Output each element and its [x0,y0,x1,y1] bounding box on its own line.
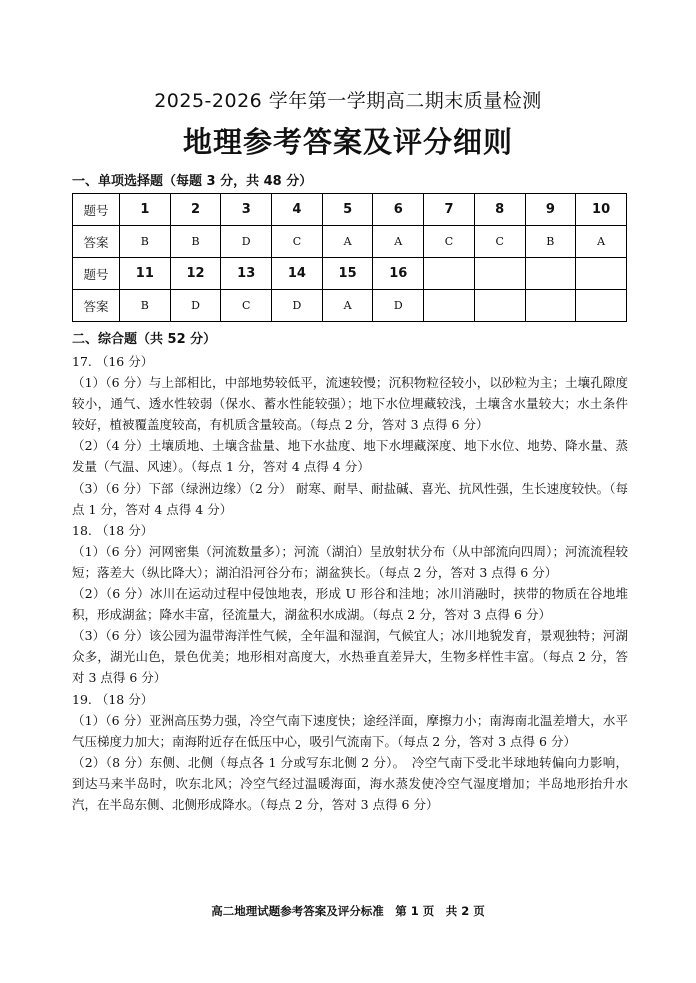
answer-paragraph: （1）（6 分）亚洲高压势力强，冷空气南下速度快；途经洋面，摩擦力小；南海南北温差增大，水平气压梯度力加大；南海附近存在低压中心，吸引气流南下。（每点 2 分，答对 3 点得 6 分） [72,712,628,749]
question-heading: 19. （18 分） [72,691,154,707]
table-row-numbers [73,258,627,290]
exam-title: 2025-2026 学年第一学期高二期末质量检测 [154,90,542,112]
question-heading: 17. （16 分） [72,354,154,369]
row-label-answer: 答案 [73,226,120,258]
answer-paragraph: （2）（6 分）冰川在运动过程中侵蚀地表，形成 U 形谷和洼地；冰川消融时，挟带的物质在谷地堆积，形成湖盆；降水丰富，径流量大，湖盆积水成湖。（每点 2 分，答对 3 点得 6 分） [72,586,628,623]
answer-cell: A [373,226,424,258]
answer-paragraph: （1）（6 分）河网密集（河流数量多）；河流（湖泊）呈放射状分布（从中部流向四周）；河流流程较短；落差大（纵比降大）；湖泊沿河谷分布；湖盆狭长。（每点 2 分，答对 3 点得 6 分） [72,543,628,580]
question-number-cell [474,258,525,290]
row-label-number: 题号 [73,258,120,290]
question-number-cell: 7 [424,194,475,226]
question-number-cell: 15 [322,258,373,290]
answer-paragraph: （3）（6 分）下部（绿洲边缘）（2 分） 耐寒、耐旱、耐盐碱、喜光、抗风性强，生长速度较快。（每点 1 分，答对 4 点得 4 分） [72,480,628,517]
table-row-numbers [73,194,627,226]
question-number-cell [576,258,627,290]
row-label-number: 题号 [73,194,120,226]
answer-cell: D [373,290,424,322]
answer-cell [474,290,525,322]
answer-cell: D [170,290,221,322]
question-number-cell: 3 [221,194,272,226]
answer-table [72,193,627,322]
table-row-answers [73,226,627,258]
question-number-cell: 6 [373,194,424,226]
answer-cell: D [221,226,272,258]
answer-paragraph: （2）（4 分）土壤质地、土壤含盐量、地下水盐度、地下水埋藏深度、地下水位、地势、降水量、蒸发量（气温、风速）。（每点 1 分，答对 4 点得 4 分） [72,438,628,475]
answer-cell: A [322,290,373,322]
page-title: 地理参考答案及评分细则 [182,125,513,159]
question-number-cell: 13 [221,258,272,290]
answer-paragraph: （3）（6 分）该公园为温带海洋性气候，全年温和湿润，气候宜人；冰川地貌发育，景观独特；河湖众多，湖光山色，景色优美；地形相对高度大，水热垂直差异大，生物多样性丰富。（每点 2 分，答对 3 点得 6 分） [72,628,628,686]
answer-cell: C [474,226,525,258]
question-number-cell [424,258,475,290]
question-number-cell: 10 [576,194,627,226]
question-number-cell: 9 [525,194,576,226]
answer-cell: C [424,226,475,258]
answer-cell [424,290,475,322]
question-number-cell: 2 [170,194,221,226]
page-footer: 高二地理试题参考答案及评分标准 第 1 页 共 2 页 [211,904,485,918]
question-number-cell: 11 [120,258,171,290]
question-number-cell: 14 [272,258,323,290]
section-heading-comprehensive: 二、综合题（共 52 分） [72,332,217,347]
answer-cell: B [120,226,171,258]
answer-cell [525,290,576,322]
question-number-cell: 8 [474,194,525,226]
answer-paragraph: （1）（6 分）与上部相比，中部地势较低平，流速较慢；沉积物粒径较小，以砂粒为主；土壤孔隙度较小，通气、透水性较弱（保水、蓄水性能较强）；地下水位埋藏较浅，土壤含水量较大；水土条件较好，植被覆盖度较高，有机质含量较高。（每点 2 分，答对 3 点得 6 分） [72,375,628,433]
answer-paragraph: （2）（8 分）东侧、北侧（每点各 1 分或写东北侧 2 分）。 冷空气南下受北半球地转偏向力影响，到达马来半岛时，吹东北风；冷空气经过温暖海面，海水蒸发使冷空气湿度增加；半岛地形抬升水汽，在半岛东侧、北侧形成降水。（每点 2 分，答对 3 点得 6 分） [72,754,628,812]
row-label-answer: 答案 [73,290,120,322]
question-number-cell: 12 [170,258,221,290]
answer-cell: B [120,290,171,322]
question-number-cell [525,258,576,290]
answer-cell [576,290,627,322]
question-number-cell: 16 [373,258,424,290]
table-row-answers [73,290,627,322]
section-heading-choice: 一、单项选择题（每题 3 分，共 48 分） [72,174,313,189]
question-heading: 18. （18 分） [72,522,154,538]
question-number-cell: 4 [272,194,323,226]
answer-cell: A [322,226,373,258]
question-number-cell: 1 [120,194,171,226]
answer-body [72,351,628,815]
answer-cell: B [525,226,576,258]
answer-cell: A [576,226,627,258]
answer-cell: C [221,290,272,322]
answer-cell: D [272,290,323,322]
question-number-cell: 5 [322,194,373,226]
answer-cell: C [272,226,323,258]
answer-cell: B [170,226,221,258]
